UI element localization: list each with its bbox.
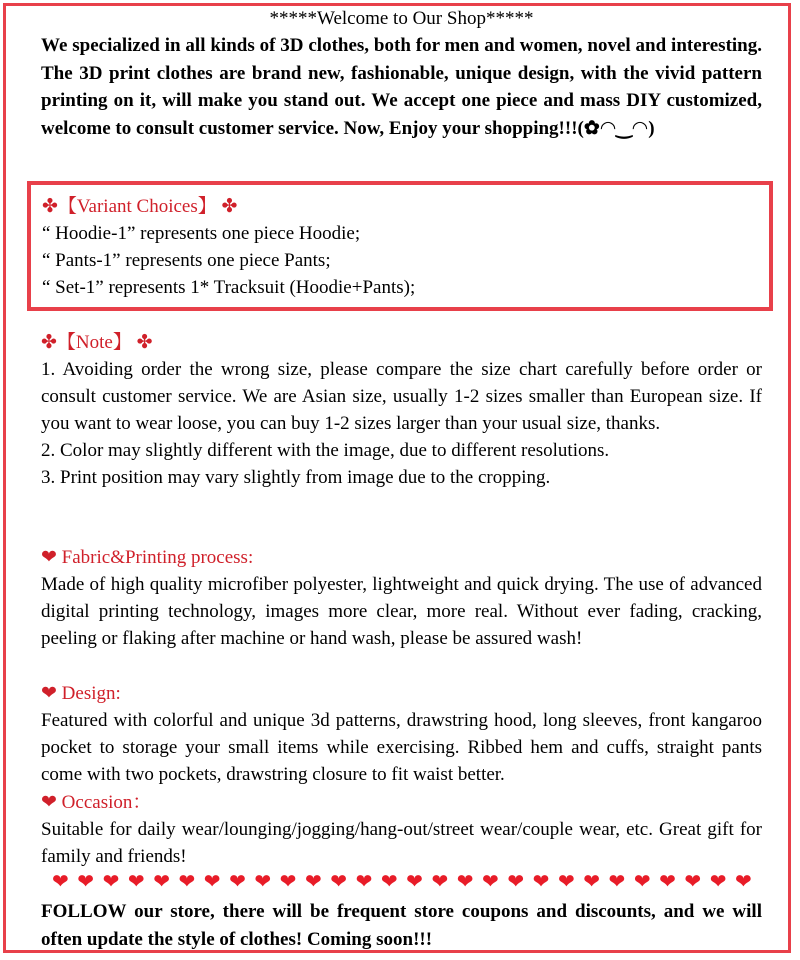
heart-icon: ❤ xyxy=(380,871,398,893)
fabric-section xyxy=(41,544,762,652)
variant-item: “ Hoodie-1” represents one piece Hoodie; xyxy=(42,223,361,244)
header-section xyxy=(41,6,762,142)
heart-icon: ❤ xyxy=(532,871,550,893)
heart-divider xyxy=(52,870,752,894)
note-title: 【Note】 xyxy=(56,332,132,353)
note-item: 2. Color may slightly different with the image, due to different resolutions. xyxy=(41,440,610,461)
welcome-title: *****Welcome to Our Shop***** xyxy=(269,8,534,29)
heart-icon: ❤ xyxy=(633,871,651,893)
heart-icon: ❤ xyxy=(406,871,423,893)
heart-icon: ❤ xyxy=(41,683,57,704)
fabric-text: Made of high quality microfiber polyester, lightweight and quick drying. The use of advanced digital printing technology, images more clear, more real. Without ever fading, cracking, peeling or flaking after machine or hand wash, please be assured wash! xyxy=(41,574,762,649)
heart-icon: ❤ xyxy=(659,871,676,893)
heart-icon: ❤ xyxy=(254,871,272,893)
design-section xyxy=(41,680,762,788)
occasion-section xyxy=(41,789,762,870)
follow-paragraph: FOLLOW our store, there will be frequent store coupons and discounts, and we will often update the style of clothes! Coming soon!!! xyxy=(41,901,762,950)
note-item: 1. Avoiding order the wrong size, please compare the size chart carefully before order or consult customer service. We are Asian size, usually 1-2 sizes smaller than European size. If you want to wear loose, you can buy 1-2 sizes larger than your usual size, thanks. xyxy=(41,359,762,434)
heart-icon: ❤ xyxy=(355,871,373,893)
occasion-title: Occasion： xyxy=(61,792,152,813)
flower-icon: ✤ xyxy=(136,332,153,353)
heart-icon: ❤ xyxy=(52,871,69,893)
heart-icon: ❤ xyxy=(279,871,297,893)
variant-heading xyxy=(42,193,762,220)
heart-icon: ❤ xyxy=(178,871,196,893)
heart-icon: ❤ xyxy=(153,871,170,893)
note-heading xyxy=(41,329,762,356)
flower-icon: ✤ xyxy=(42,196,58,217)
heart-icon: ❤ xyxy=(507,871,525,893)
heart-icon: ❤ xyxy=(482,871,499,893)
heart-icon: ❤ xyxy=(203,871,221,893)
heart-icon: ❤ xyxy=(557,871,575,893)
heart-icon: ❤ xyxy=(102,871,120,893)
fabric-heading xyxy=(41,544,762,571)
design-title: Design: xyxy=(61,683,121,704)
fabric-title: Fabric&Printing process: xyxy=(61,547,254,568)
heart-icon: ❤ xyxy=(77,871,95,893)
occasion-heading xyxy=(41,789,762,816)
heart-icon: ❤ xyxy=(456,871,474,893)
design-text: Featured with colorful and unique 3d patterns, drawstring hood, long sleeves, front kangaroo pocket to storage your small items while exercising. Ribbed hem and cuffs, straight pants come with two pockets, drawstring closure to fit waist better. xyxy=(41,710,762,785)
flower-icon: ✤ xyxy=(221,196,238,217)
variant-choices-section xyxy=(42,193,762,301)
intro-paragraph: We specialized in all kinds of 3D clothes, both for men and women, novel and interesting. The 3D print clothes are brand new, fashionable, unique design, with the vivid pattern printing on it, will make you stand out. We accept one piece and mass DIY customized, welcome to consult customer service. Now, Enjoy your shopping!!!(✿◠‿◠) xyxy=(41,35,762,139)
variant-item: “ Set-1” represents 1* Tracksuit (Hoodie+Pants); xyxy=(42,277,416,298)
heart-icon: ❤ xyxy=(127,871,145,893)
flower-icon: ✤ xyxy=(41,332,57,353)
heart-icon: ❤ xyxy=(330,871,348,893)
heart-icon: ❤ xyxy=(608,871,626,893)
variant-item: “ Pants-1” represents one piece Pants; xyxy=(42,250,331,271)
heart-icon: ❤ xyxy=(583,871,600,893)
heart-icon: ❤ xyxy=(229,871,246,893)
heart-icon: ❤ xyxy=(709,871,727,893)
note-item: 3. Print position may vary slightly from image due to the cropping. xyxy=(41,467,551,488)
heart-icon: ❤ xyxy=(431,871,449,893)
heart-icon: ❤ xyxy=(41,547,57,568)
heart-icon: ❤ xyxy=(41,792,57,813)
heart-icon: ❤ xyxy=(735,871,752,893)
note-section xyxy=(41,329,762,491)
heart-icon: ❤ xyxy=(684,871,702,893)
occasion-text: Suitable for daily wear/lounging/jogging/hang-out/street wear/couple wear, etc. Great gift for family and friends! xyxy=(41,819,762,867)
design-heading xyxy=(41,680,762,707)
heart-icon: ❤ xyxy=(304,871,322,893)
variant-title: 【Variant Choices】 xyxy=(57,196,217,217)
